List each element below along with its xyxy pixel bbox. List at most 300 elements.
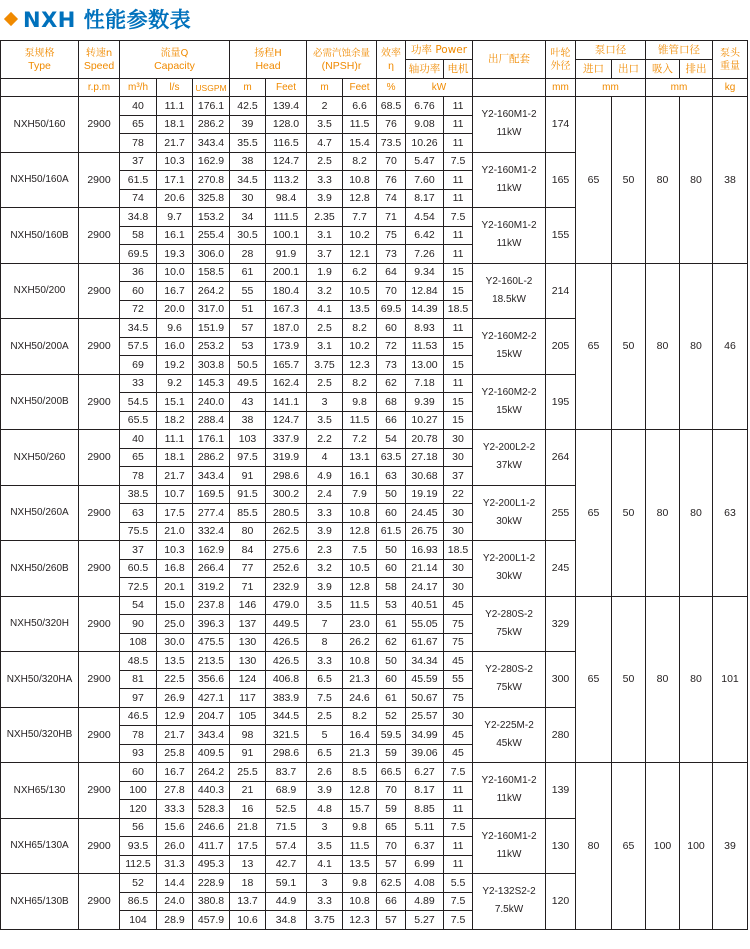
motor-power-cell: 7.5 bbox=[444, 911, 473, 930]
header-bore: 泵口径 bbox=[576, 41, 646, 60]
motor-model: Y2-160M1-2 bbox=[481, 775, 537, 787]
efficiency-cell: 57 bbox=[377, 855, 406, 874]
table-row bbox=[1, 97, 748, 116]
npsh-m-cell: 2 bbox=[307, 97, 343, 116]
efficiency-cell: 70 bbox=[377, 152, 406, 171]
head-m-cell: 130 bbox=[230, 652, 266, 671]
motor-kw: 7.5kW bbox=[494, 904, 524, 916]
shaft-power-cell: 55.05 bbox=[406, 615, 444, 634]
head-ft-cell: 98.4 bbox=[266, 189, 307, 208]
npsh-m-cell: 2.5 bbox=[307, 319, 343, 338]
npsh-m-cell: 3.9 bbox=[307, 522, 343, 541]
shaft-power-cell: 10.26 bbox=[406, 134, 444, 153]
flow-usgpm-cell: 409.5 bbox=[193, 744, 230, 763]
flow-m3h-cell: 36 bbox=[120, 263, 157, 282]
flow-ls-cell: 25.8 bbox=[157, 744, 193, 763]
efficiency-cell: 70 bbox=[377, 837, 406, 856]
npsh-ft-cell: 16.4 bbox=[343, 726, 377, 745]
flow-ls-cell: 10.7 bbox=[157, 485, 193, 504]
flow-m3h-cell: 65.5 bbox=[120, 411, 157, 430]
flow-usgpm-cell: 176.1 bbox=[193, 97, 230, 116]
unit-flow-usgpm: USGPM bbox=[193, 79, 230, 97]
head-ft-cell: 111.5 bbox=[266, 208, 307, 227]
motor-power-cell: 15 bbox=[444, 282, 473, 301]
speed-value: 2900 bbox=[79, 97, 120, 153]
head-ft-cell: 180.4 bbox=[266, 282, 307, 301]
motor-power-cell: 30 bbox=[444, 559, 473, 578]
npsh-ft-cell: 11.5 bbox=[343, 115, 377, 134]
motor-config bbox=[473, 707, 546, 763]
motor-power-cell: 7.5 bbox=[444, 763, 473, 782]
header-head: 扬程H Head bbox=[230, 41, 307, 79]
shaft-power-cell: 14.39 bbox=[406, 300, 444, 319]
efficiency-cell: 53 bbox=[377, 596, 406, 615]
flow-m3h-cell: 40 bbox=[120, 97, 157, 116]
npsh-ft-cell: 13.5 bbox=[343, 855, 377, 874]
shaft-power-cell: 10.27 bbox=[406, 411, 444, 430]
motor-kw: 11kW bbox=[496, 182, 522, 194]
motor-model: Y2-200L1-2 bbox=[482, 497, 536, 509]
shaft-power-cell: 19.19 bbox=[406, 485, 444, 504]
shaft-power-cell: 26.75 bbox=[406, 522, 444, 541]
header-bore-out: 出口 bbox=[612, 60, 646, 79]
motor-model: Y2-132S2-2 bbox=[482, 886, 536, 898]
model-name: NXH50/260B bbox=[1, 541, 79, 597]
npsh-m-cell: 3.1 bbox=[307, 337, 343, 356]
motor-power-cell: 11 bbox=[444, 319, 473, 338]
npsh-ft-cell: 8.2 bbox=[343, 374, 377, 393]
unit-flow-m3h: m³/h bbox=[120, 79, 157, 97]
flow-usgpm-cell: 204.7 bbox=[193, 707, 230, 726]
motor-power-cell: 11 bbox=[444, 800, 473, 819]
npsh-ft-cell: 12.8 bbox=[343, 781, 377, 800]
head-ft-cell: 200.1 bbox=[266, 263, 307, 282]
flow-m3h-cell: 74 bbox=[120, 189, 157, 208]
flow-m3h-cell: 37 bbox=[120, 541, 157, 560]
flow-usgpm-cell: 237.8 bbox=[193, 596, 230, 615]
shaft-power-cell: 4.89 bbox=[406, 892, 444, 911]
flow-m3h-cell: 81 bbox=[120, 670, 157, 689]
npsh-m-cell: 3.9 bbox=[307, 578, 343, 597]
motor-power-cell: 30 bbox=[444, 448, 473, 467]
npsh-ft-cell: 12.8 bbox=[343, 522, 377, 541]
efficiency-cell: 74 bbox=[377, 189, 406, 208]
npsh-m-cell: 5 bbox=[307, 726, 343, 745]
npsh-m-cell: 3.3 bbox=[307, 504, 343, 523]
head-m-cell: 124 bbox=[230, 670, 266, 689]
head-m-cell: 17.5 bbox=[230, 837, 266, 856]
flow-ls-cell: 15.1 bbox=[157, 393, 193, 412]
head-m-cell: 53 bbox=[230, 337, 266, 356]
shaft-power-cell: 5.11 bbox=[406, 818, 444, 837]
pipe-suction: 80 bbox=[646, 263, 680, 430]
head-m-cell: 130 bbox=[230, 633, 266, 652]
head-ft-cell: 139.4 bbox=[266, 97, 307, 116]
impeller-diameter: 139 bbox=[546, 763, 576, 819]
motor-power-cell: 18.5 bbox=[444, 300, 473, 319]
head-ft-cell: 321.5 bbox=[266, 726, 307, 745]
speed-value: 2900 bbox=[79, 541, 120, 597]
head-ft-cell: 113.2 bbox=[266, 171, 307, 190]
motor-power-cell: 75 bbox=[444, 689, 473, 708]
head-ft-cell: 300.2 bbox=[266, 485, 307, 504]
flow-usgpm-cell: 356.6 bbox=[193, 670, 230, 689]
flow-usgpm-cell: 228.9 bbox=[193, 874, 230, 893]
efficiency-cell: 70 bbox=[377, 282, 406, 301]
shaft-power-cell: 24.45 bbox=[406, 504, 444, 523]
flow-usgpm-cell: 270.8 bbox=[193, 171, 230, 190]
head-m-cell: 43 bbox=[230, 393, 266, 412]
head-m-cell: 34.5 bbox=[230, 171, 266, 190]
npsh-m-cell: 4.8 bbox=[307, 800, 343, 819]
flow-usgpm-cell: 169.5 bbox=[193, 485, 230, 504]
head-ft-cell: 34.8 bbox=[266, 911, 307, 930]
pipe-suction: 100 bbox=[646, 763, 680, 930]
flow-usgpm-cell: 457.9 bbox=[193, 911, 230, 930]
head-ft-cell: 344.5 bbox=[266, 707, 307, 726]
head-ft-cell: 262.5 bbox=[266, 522, 307, 541]
flow-m3h-cell: 34.5 bbox=[120, 319, 157, 338]
motor-config bbox=[473, 874, 546, 930]
head-m-cell: 38 bbox=[230, 152, 266, 171]
flow-usgpm-cell: 286.2 bbox=[193, 448, 230, 467]
efficiency-cell: 62 bbox=[377, 633, 406, 652]
motor-power-cell: 7.5 bbox=[444, 208, 473, 227]
bore-inlet: 65 bbox=[576, 596, 612, 763]
unit-head-ft: Feet bbox=[266, 79, 307, 97]
flow-m3h-cell: 75.5 bbox=[120, 522, 157, 541]
npsh-m-cell: 3.5 bbox=[307, 115, 343, 134]
flow-m3h-cell: 56 bbox=[120, 818, 157, 837]
flow-ls-cell: 21.7 bbox=[157, 134, 193, 153]
npsh-ft-cell: 23.0 bbox=[343, 615, 377, 634]
motor-kw: 30kW bbox=[496, 571, 522, 583]
unit-power: kW bbox=[406, 79, 473, 97]
motor-config bbox=[473, 319, 546, 375]
flow-ls-cell: 26.9 bbox=[157, 689, 193, 708]
efficiency-cell: 76 bbox=[377, 115, 406, 134]
flow-usgpm-cell: 528.3 bbox=[193, 800, 230, 819]
motor-power-cell: 7.5 bbox=[444, 818, 473, 837]
flow-m3h-cell: 60.5 bbox=[120, 559, 157, 578]
npsh-ft-cell: 12.8 bbox=[343, 189, 377, 208]
flow-usgpm-cell: 288.4 bbox=[193, 411, 230, 430]
npsh-m-cell: 3.3 bbox=[307, 652, 343, 671]
efficiency-cell: 50 bbox=[377, 652, 406, 671]
npsh-ft-cell: 10.8 bbox=[343, 652, 377, 671]
npsh-m-cell: 7 bbox=[307, 615, 343, 634]
head-m-cell: 61 bbox=[230, 263, 266, 282]
head-m-cell: 137 bbox=[230, 615, 266, 634]
flow-m3h-cell: 65 bbox=[120, 448, 157, 467]
npsh-ft-cell: 10.5 bbox=[343, 282, 377, 301]
flow-usgpm-cell: 286.2 bbox=[193, 115, 230, 134]
head-ft-cell: 337.9 bbox=[266, 430, 307, 449]
table-row bbox=[1, 430, 748, 449]
npsh-m-cell: 4.1 bbox=[307, 300, 343, 319]
flow-ls-cell: 18.2 bbox=[157, 411, 193, 430]
table-header bbox=[1, 41, 748, 97]
head-m-cell: 51 bbox=[230, 300, 266, 319]
shaft-power-cell: 27.18 bbox=[406, 448, 444, 467]
flow-usgpm-cell: 264.2 bbox=[193, 763, 230, 782]
header-impeller: 叶轮 外径 bbox=[546, 41, 576, 79]
header-efficiency: 效率 η bbox=[377, 41, 406, 79]
flow-ls-cell: 17.5 bbox=[157, 504, 193, 523]
model-name: NXH65/130A bbox=[1, 818, 79, 874]
head-ft-cell: 71.5 bbox=[266, 818, 307, 837]
motor-model: Y2-200L1-2 bbox=[482, 553, 536, 565]
speed-value: 2900 bbox=[79, 263, 120, 319]
flow-m3h-cell: 104 bbox=[120, 911, 157, 930]
npsh-ft-cell: 7.2 bbox=[343, 430, 377, 449]
motor-power-cell: 15 bbox=[444, 337, 473, 356]
efficiency-cell: 50 bbox=[377, 485, 406, 504]
flow-usgpm-cell: 306.0 bbox=[193, 245, 230, 264]
flow-m3h-cell: 93 bbox=[120, 744, 157, 763]
npsh-ft-cell: 15.4 bbox=[343, 134, 377, 153]
motor-kw: 11kW bbox=[496, 127, 522, 139]
head-m-cell: 13 bbox=[230, 855, 266, 874]
flow-usgpm-cell: 343.4 bbox=[193, 134, 230, 153]
npsh-ft-cell: 12.3 bbox=[343, 356, 377, 375]
motor-power-cell: 11 bbox=[444, 781, 473, 800]
motor-power-cell: 22 bbox=[444, 485, 473, 504]
npsh-ft-cell: 15.7 bbox=[343, 800, 377, 819]
flow-usgpm-cell: 176.1 bbox=[193, 430, 230, 449]
shaft-power-cell: 25.57 bbox=[406, 707, 444, 726]
npsh-m-cell: 2.5 bbox=[307, 707, 343, 726]
flow-usgpm-cell: 277.4 bbox=[193, 504, 230, 523]
motor-config bbox=[473, 263, 546, 319]
flow-ls-cell: 28.9 bbox=[157, 911, 193, 930]
head-ft-cell: 44.9 bbox=[266, 892, 307, 911]
efficiency-cell: 71 bbox=[377, 208, 406, 227]
head-m-cell: 35.5 bbox=[230, 134, 266, 153]
head-ft-cell: 173.9 bbox=[266, 337, 307, 356]
speed-value: 2900 bbox=[79, 763, 120, 819]
head-m-cell: 85.5 bbox=[230, 504, 266, 523]
impeller-diameter: 255 bbox=[546, 485, 576, 541]
npsh-m-cell: 4.1 bbox=[307, 855, 343, 874]
npsh-ft-cell: 11.5 bbox=[343, 411, 377, 430]
flow-m3h-cell: 33 bbox=[120, 374, 157, 393]
motor-power-cell: 18.5 bbox=[444, 541, 473, 560]
header-pipe-in: 吸入 bbox=[646, 60, 680, 79]
head-ft-cell: 100.1 bbox=[266, 226, 307, 245]
head-m-cell: 10.6 bbox=[230, 911, 266, 930]
head-m-cell: 91.5 bbox=[230, 485, 266, 504]
shaft-power-cell: 6.37 bbox=[406, 837, 444, 856]
npsh-ft-cell: 6.6 bbox=[343, 97, 377, 116]
shaft-power-cell: 21.14 bbox=[406, 559, 444, 578]
head-m-cell: 21.8 bbox=[230, 818, 266, 837]
bore-outlet: 65 bbox=[612, 763, 646, 930]
head-ft-cell: 124.7 bbox=[266, 152, 307, 171]
flow-ls-cell: 16.1 bbox=[157, 226, 193, 245]
flow-ls-cell: 21.0 bbox=[157, 522, 193, 541]
motor-power-cell: 11 bbox=[444, 837, 473, 856]
head-ft-cell: 167.3 bbox=[266, 300, 307, 319]
pump-head-weight: 63 bbox=[713, 430, 748, 597]
unit-npsh-ft: Feet bbox=[343, 79, 377, 97]
npsh-ft-cell: 13.5 bbox=[343, 300, 377, 319]
diamond-bullet-icon bbox=[4, 12, 18, 26]
efficiency-cell: 61.5 bbox=[377, 522, 406, 541]
header-pipe-out: 排出 bbox=[680, 60, 713, 79]
bore-inlet: 65 bbox=[576, 430, 612, 597]
motor-model: Y2-160M1-2 bbox=[481, 164, 537, 176]
head-m-cell: 42.5 bbox=[230, 97, 266, 116]
head-ft-cell: 298.6 bbox=[266, 744, 307, 763]
flow-usgpm-cell: 317.0 bbox=[193, 300, 230, 319]
motor-kw: 11kW bbox=[496, 793, 522, 805]
impeller-diameter: 174 bbox=[546, 97, 576, 153]
head-ft-cell: 280.5 bbox=[266, 504, 307, 523]
npsh-ft-cell: 26.2 bbox=[343, 633, 377, 652]
pipe-discharge: 80 bbox=[680, 596, 713, 763]
flow-m3h-cell: 54.5 bbox=[120, 393, 157, 412]
flow-m3h-cell: 86.5 bbox=[120, 892, 157, 911]
flow-ls-cell: 25.0 bbox=[157, 615, 193, 634]
flow-ls-cell: 11.1 bbox=[157, 430, 193, 449]
header-shaft-power: 轴功率 bbox=[406, 60, 444, 79]
flow-ls-cell: 11.1 bbox=[157, 97, 193, 116]
efficiency-cell: 73 bbox=[377, 245, 406, 264]
unit-bore: mm bbox=[576, 79, 646, 97]
motor-config bbox=[473, 152, 546, 208]
npsh-ft-cell: 24.6 bbox=[343, 689, 377, 708]
motor-power-cell: 11 bbox=[444, 374, 473, 393]
head-ft-cell: 232.9 bbox=[266, 578, 307, 597]
motor-model: Y2-160M2-2 bbox=[481, 331, 537, 343]
motor-kw: 11kW bbox=[496, 238, 522, 250]
flow-m3h-cell: 61.5 bbox=[120, 171, 157, 190]
motor-kw: 30kW bbox=[496, 515, 522, 527]
head-ft-cell: 275.6 bbox=[266, 541, 307, 560]
flow-m3h-cell: 34.8 bbox=[120, 208, 157, 227]
speed-value: 2900 bbox=[79, 208, 120, 264]
shaft-power-cell: 13.00 bbox=[406, 356, 444, 375]
unit-npsh-m: m bbox=[307, 79, 343, 97]
motor-power-cell: 75 bbox=[444, 615, 473, 634]
flow-m3h-cell: 108 bbox=[120, 633, 157, 652]
motor-power-cell: 7.5 bbox=[444, 152, 473, 171]
speed-value: 2900 bbox=[79, 430, 120, 486]
efficiency-cell: 62 bbox=[377, 374, 406, 393]
head-ft-cell: 298.6 bbox=[266, 467, 307, 486]
flow-ls-cell: 12.9 bbox=[157, 707, 193, 726]
npsh-m-cell: 2.6 bbox=[307, 763, 343, 782]
head-m-cell: 28 bbox=[230, 245, 266, 264]
flow-ls-cell: 10.3 bbox=[157, 152, 193, 171]
unit-impeller: mm bbox=[546, 79, 576, 97]
shaft-power-cell: 34.99 bbox=[406, 726, 444, 745]
efficiency-cell: 61 bbox=[377, 615, 406, 634]
speed-value: 2900 bbox=[79, 596, 120, 652]
npsh-ft-cell: 10.8 bbox=[343, 171, 377, 190]
flow-usgpm-cell: 153.2 bbox=[193, 208, 230, 227]
head-m-cell: 38 bbox=[230, 411, 266, 430]
impeller-diameter: 165 bbox=[546, 152, 576, 208]
npsh-ft-cell: 11.5 bbox=[343, 596, 377, 615]
motor-model: Y2-280S-2 bbox=[485, 608, 533, 620]
pipe-suction: 80 bbox=[646, 97, 680, 264]
flow-m3h-cell: 48.5 bbox=[120, 652, 157, 671]
flow-ls-cell: 24.0 bbox=[157, 892, 193, 911]
motor-model: Y2-225M-2 bbox=[484, 719, 534, 731]
npsh-ft-cell: 7.7 bbox=[343, 208, 377, 227]
flow-m3h-cell: 52 bbox=[120, 874, 157, 893]
motor-power-cell: 15 bbox=[444, 356, 473, 375]
impeller-diameter: 195 bbox=[546, 374, 576, 430]
head-m-cell: 25.5 bbox=[230, 763, 266, 782]
head-ft-cell: 426.5 bbox=[266, 633, 307, 652]
flow-usgpm-cell: 266.4 bbox=[193, 559, 230, 578]
motor-power-cell: 11 bbox=[444, 855, 473, 874]
shaft-power-cell: 8.93 bbox=[406, 319, 444, 338]
head-m-cell: 50.5 bbox=[230, 356, 266, 375]
motor-power-cell: 15 bbox=[444, 263, 473, 282]
motor-config bbox=[473, 97, 546, 153]
motor-power-cell: 45 bbox=[444, 726, 473, 745]
npsh-m-cell: 3.75 bbox=[307, 356, 343, 375]
shaft-power-cell: 6.42 bbox=[406, 226, 444, 245]
motor-config bbox=[473, 430, 546, 486]
efficiency-cell: 60 bbox=[377, 319, 406, 338]
efficiency-cell: 63 bbox=[377, 467, 406, 486]
page-title bbox=[2, 6, 191, 32]
efficiency-cell: 59 bbox=[377, 744, 406, 763]
head-ft-cell: 116.5 bbox=[266, 134, 307, 153]
npsh-ft-cell: 10.2 bbox=[343, 337, 377, 356]
head-ft-cell: 83.7 bbox=[266, 763, 307, 782]
npsh-m-cell: 2.5 bbox=[307, 152, 343, 171]
motor-power-cell: 75 bbox=[444, 633, 473, 652]
model-name: NXH50/160 bbox=[1, 97, 79, 153]
motor-power-cell: 55 bbox=[444, 670, 473, 689]
flow-ls-cell: 16.7 bbox=[157, 282, 193, 301]
npsh-m-cell: 3.3 bbox=[307, 892, 343, 911]
head-m-cell: 30 bbox=[230, 189, 266, 208]
impeller-diameter: 280 bbox=[546, 707, 576, 763]
header-motor-power: 电机 bbox=[444, 60, 473, 79]
head-m-cell: 39 bbox=[230, 115, 266, 134]
npsh-m-cell: 2.35 bbox=[307, 208, 343, 227]
speed-value: 2900 bbox=[79, 485, 120, 541]
head-ft-cell: 128.0 bbox=[266, 115, 307, 134]
flow-ls-cell: 17.1 bbox=[157, 171, 193, 190]
shaft-power-cell: 8.17 bbox=[406, 189, 444, 208]
speed-value: 2900 bbox=[79, 319, 120, 375]
flow-ls-cell: 16.0 bbox=[157, 337, 193, 356]
impeller-diameter: 120 bbox=[546, 874, 576, 930]
head-m-cell: 16 bbox=[230, 800, 266, 819]
flow-m3h-cell: 38.5 bbox=[120, 485, 157, 504]
efficiency-cell: 64 bbox=[377, 263, 406, 282]
motor-kw: 11kW bbox=[496, 848, 522, 860]
flow-m3h-cell: 54 bbox=[120, 596, 157, 615]
npsh-m-cell: 4 bbox=[307, 448, 343, 467]
flow-m3h-cell: 78 bbox=[120, 134, 157, 153]
npsh-m-cell: 2.5 bbox=[307, 374, 343, 393]
motor-model: Y2-160M1-2 bbox=[481, 830, 537, 842]
npsh-ft-cell: 16.1 bbox=[343, 467, 377, 486]
shaft-power-cell: 20.78 bbox=[406, 430, 444, 449]
head-ft-cell: 141.1 bbox=[266, 393, 307, 412]
head-ft-cell: 59.1 bbox=[266, 874, 307, 893]
flow-ls-cell: 31.3 bbox=[157, 855, 193, 874]
